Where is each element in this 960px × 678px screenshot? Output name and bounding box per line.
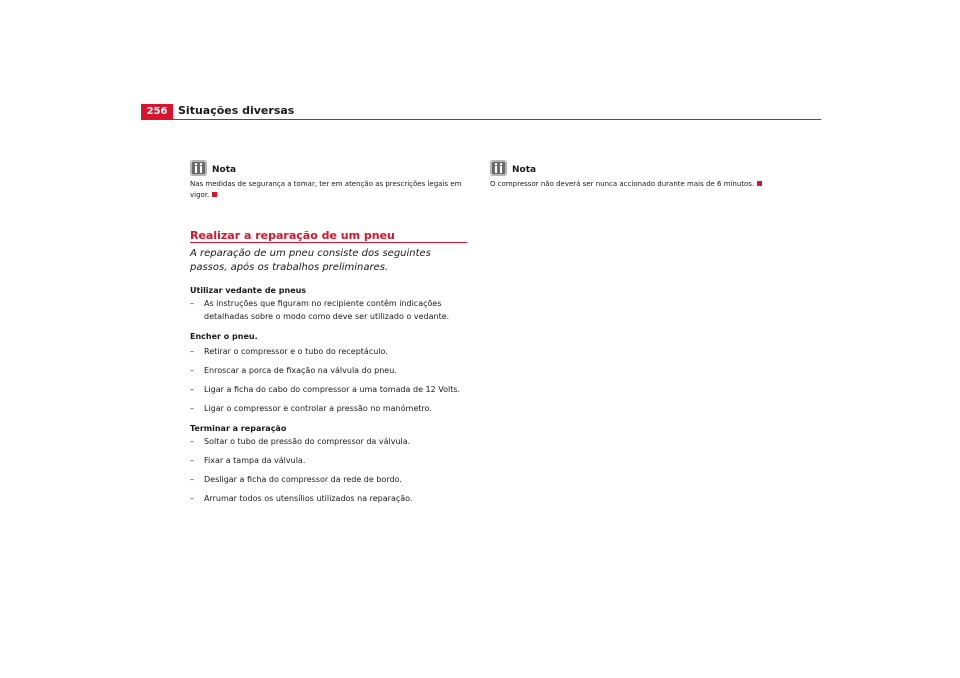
left-note-header [190,156,470,176]
list-item: – Soltar o tubo de pressão do compressor da válvula. [190,437,411,446]
list-item: – Ligar a ficha do cabo do compressor a uma tomada de 12 Volts. [190,385,461,394]
section-intro: A reparação de um pneu consiste dos seguintes passos, após os trabalhos preliminares. [190,248,431,273]
list-item: – Enroscar a porca de fixação na válvula do pneu. [190,366,397,375]
list-item: – Arrumar todos os utensílios utilizados na reparação. [190,494,413,503]
section-rule [190,242,467,243]
right-note-header [490,156,770,176]
list-item: – Desligar a ficha do compressor da rede de bordo. [190,475,402,484]
subheading: Encher o pneu. [190,332,258,341]
page-number: 256 [141,104,173,120]
list-item: – Ligar o compressor e controlar a pressão no manómetro. [190,404,432,413]
subheading: Terminar a reparação [190,424,287,433]
subheading: Utilizar vedante de pneus [190,286,307,295]
end-of-section-marker-icon [757,181,762,186]
info-note-icon [490,160,507,176]
list-item: – Fixar a tampa da válvula. [190,456,306,465]
list-item: – Retirar o compressor e o tubo do receptáculo. [190,347,388,356]
note-text: O compressor não deverá ser nunca accionado durante mais de 6 minutos. [490,179,770,190]
right-note [490,156,770,190]
end-of-section-marker-icon [212,192,217,197]
header-rule [141,119,821,120]
info-note-icon [190,160,207,176]
note-label: Nota [212,165,237,175]
running-header-title: Situações diversas [178,104,295,117]
note-text: Nas medidas de segurança a tomar, ter em atenção as prescrições legais em vigor. [190,180,462,199]
list-item: – As instruções que figuram no recipiente contêm indicações detalhadas sobre o modo como deve ser utilizado o vedante. [190,299,450,321]
section-title: Realizar a reparação de um pneu [190,229,395,242]
note-label: Nota [512,165,537,175]
procedure-content [190,284,470,505]
left-note [190,156,470,201]
